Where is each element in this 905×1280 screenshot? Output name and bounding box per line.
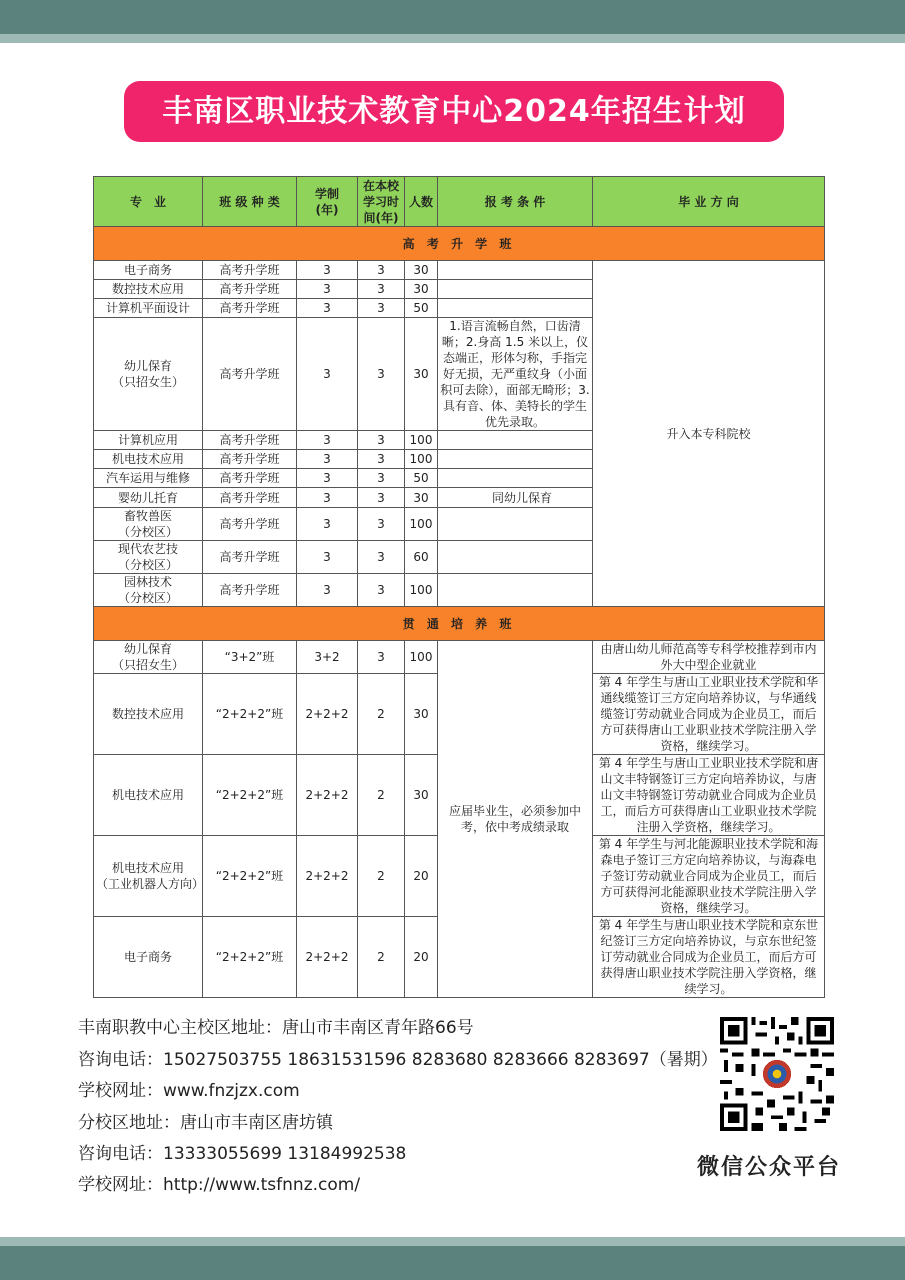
count-cell: 30: [405, 674, 438, 755]
count-cell: 100: [405, 450, 438, 469]
count-cell: 100: [405, 641, 438, 674]
count-cell: 60: [405, 541, 438, 574]
study-cell: 3: [358, 280, 405, 299]
study-cell: 2: [358, 917, 405, 998]
destination-cell: 第 4 年学生与河北能源职业技术学院和海森电子签订三方定向培养协议，与海森电子签订劳动就业合同成为企业员工，而后方可获得河北能源职业技术学院注册入学资格，继续学习。: [593, 836, 825, 917]
main-campus-website[interactable]: 学校网址：www.fnzjzx.com: [78, 1081, 300, 1101]
years-cell: 3: [297, 431, 358, 450]
years-cell: 3+2: [297, 641, 358, 674]
major-cell: 计算机平面设计: [94, 299, 203, 318]
page-title: 丰南区职业技术教育中心2024年招生计划: [124, 81, 784, 142]
study-cell: 3: [358, 488, 405, 508]
requirement-cell: 应届毕业生，必须参加中考，依中考成绩录取: [438, 641, 593, 998]
study-cell: 2: [358, 755, 405, 836]
major-cell: [94, 836, 203, 917]
requirement-cell: [438, 541, 593, 574]
count-cell: 50: [405, 469, 438, 488]
years-cell: 3: [297, 469, 358, 488]
study-cell: 3: [358, 574, 405, 607]
main-campus-phone: 咨询电话：15027503755 18631531596 8283680 8283666 8283697（暑期）: [78, 1050, 718, 1070]
count-cell: 20: [405, 917, 438, 998]
table-row: [94, 261, 825, 280]
years-cell: 3: [297, 299, 358, 318]
major-cell: 机电技术应用: [94, 450, 203, 469]
class-cell: 高考升学班: [203, 541, 297, 574]
section-row: [94, 227, 825, 261]
qr-code-icon[interactable]: [720, 1017, 834, 1131]
count-cell: 30: [405, 280, 438, 299]
major-text: 机电技术应用 （工业机器人方向）: [96, 861, 205, 891]
requirement-cell: [438, 469, 593, 488]
major-cell: 电子商务: [94, 261, 203, 280]
count-cell: 30: [405, 755, 438, 836]
bottom-band-light: [0, 1237, 905, 1246]
header-duration: 学制 (年): [297, 177, 358, 227]
major-cell: [94, 508, 203, 541]
main-campus-address: 丰南职教中心主校区地址：唐山市丰南区青年路66号: [78, 1018, 474, 1038]
header-count: 人数: [405, 177, 438, 227]
class-cell: 高考升学班: [203, 261, 297, 280]
major-text: 园林技术 （分校区）: [117, 575, 178, 605]
class-cell: 高考升学班: [203, 299, 297, 318]
class-cell: 高考升学班: [203, 469, 297, 488]
count-cell: 50: [405, 299, 438, 318]
branch-campus-address: 分校区地址：唐山市丰南区唐坊镇: [78, 1113, 333, 1133]
major-cell: 机电技术应用: [94, 755, 203, 836]
count-cell: 30: [405, 488, 438, 508]
major-cell: [94, 318, 203, 431]
study-cell: 3: [358, 469, 405, 488]
section-row: [94, 607, 825, 641]
branch-campus-phone: 咨询电话：13333055699 13184992538: [78, 1144, 407, 1164]
class-cell: “2+2+2”班: [203, 674, 297, 755]
major-cell: 计算机应用: [94, 431, 203, 450]
top-band: [0, 0, 905, 34]
major-cell: 数控技术应用: [94, 674, 203, 755]
class-cell: “2+2+2”班: [203, 836, 297, 917]
class-cell: 高考升学班: [203, 450, 297, 469]
years-cell: 3: [297, 508, 358, 541]
requirement-cell: [438, 299, 593, 318]
major-text: 幼儿保育 （只招女生）: [111, 642, 184, 672]
class-cell: “2+2+2”班: [203, 755, 297, 836]
class-cell: “2+2+2”班: [203, 917, 297, 998]
major-cell: [94, 574, 203, 607]
requirement-cell: 1.语言流畅自然，口齿清晰；2.身高 1.5 米以上，仪态端正，形体匀称，手指完好无损，无严重纹身（小面积可去除），面部无畸形；3.具有音、体、美特长的学生优先录取。: [438, 318, 593, 431]
header-class-type: 班 级 种 类: [203, 177, 297, 227]
years-cell: 3: [297, 488, 358, 508]
destination-cell: 升入本专科院校: [593, 261, 825, 607]
count-cell: 100: [405, 508, 438, 541]
years-cell: 2+2+2: [297, 755, 358, 836]
table-header-row: [94, 177, 825, 227]
major-cell: 汽车运用与维修: [94, 469, 203, 488]
study-cell: 3: [358, 299, 405, 318]
study-cell: 3: [358, 318, 405, 431]
count-cell: 30: [405, 261, 438, 280]
years-cell: 2+2+2: [297, 674, 358, 755]
count-cell: 100: [405, 574, 438, 607]
years-cell: 3: [297, 541, 358, 574]
major-text: 畜牧兽医 （分校区）: [117, 509, 178, 539]
class-cell: 高考升学班: [203, 431, 297, 450]
major-cell: 电子商务: [94, 917, 203, 998]
years-cell: 2+2+2: [297, 917, 358, 998]
destination-cell: 第 4 年学生与唐山工业职业技术学院和华通线缆签订三方定向培养协议，与华通线缆签订劳动就业合同成为企业员工，而后方可获得唐山工业职业技术学院注册入学资格，继续学习。: [593, 674, 825, 755]
header-major: 专 业: [94, 177, 203, 227]
major-cell: [94, 541, 203, 574]
requirement-cell: [438, 280, 593, 299]
years-cell: 3: [297, 450, 358, 469]
requirement-cell: [438, 431, 593, 450]
count-cell: 30: [405, 318, 438, 431]
study-cell: 3: [358, 641, 405, 674]
destination-cell: 第 4 年学生与唐山工业职业技术学院和唐山文丰特钢签订三方定向培养协议，与唐山文丰特钢签订劳动就业合同成为企业员工，而后方可获得唐山工业职业技术学院注册入学资格，继续学习。: [593, 755, 825, 836]
branch-campus-website[interactable]: 学校网址：http://www.tsfnnz.com/: [78, 1175, 361, 1195]
major-cell: 数控技术应用: [94, 280, 203, 299]
study-cell: 3: [358, 541, 405, 574]
study-cell: 3: [358, 261, 405, 280]
count-cell: 100: [405, 431, 438, 450]
enrollment-table: [93, 176, 825, 998]
years-cell: 3: [297, 261, 358, 280]
class-cell: 高考升学班: [203, 488, 297, 508]
study-cell: 3: [358, 450, 405, 469]
class-cell: 高考升学班: [203, 574, 297, 607]
header-destination: 毕 业 方 向: [593, 177, 825, 227]
years-cell: 3: [297, 280, 358, 299]
years-cell: 2+2+2: [297, 836, 358, 917]
study-cell: 3: [358, 431, 405, 450]
section-label: 贯 通 培 养 班: [94, 607, 825, 641]
wechat-platform-label: 微信公众平台: [697, 1155, 842, 1180]
study-cell: 3: [358, 508, 405, 541]
class-cell: 高考升学班: [203, 318, 297, 431]
years-cell: 3: [297, 574, 358, 607]
major-cell: 婴幼儿托育: [94, 488, 203, 508]
major-text: 现代农艺技 （分校区）: [117, 542, 178, 572]
requirement-cell: [438, 508, 593, 541]
requirement-cell: [438, 261, 593, 280]
destination-cell: 第 4 年学生与唐山职业技术学院和京东世纪签订三方定向培养协议，与京东世纪签订劳动就业合同成为企业员工，而后方可获得唐山职业技术学院注册入学资格，继续学习。: [593, 917, 825, 998]
major-cell: [94, 641, 203, 674]
major-text: 幼儿保育 （只招女生）: [111, 359, 184, 389]
bottom-band: [0, 1246, 905, 1280]
count-cell: 20: [405, 836, 438, 917]
requirement-cell: [438, 574, 593, 607]
class-cell: 高考升学班: [203, 508, 297, 541]
top-band-light: [0, 34, 905, 43]
class-cell: “3+2”班: [203, 641, 297, 674]
header-study-time: 在本校 学习时 间(年): [358, 177, 405, 227]
class-cell: 高考升学班: [203, 280, 297, 299]
years-cell: 3: [297, 318, 358, 431]
requirement-cell: [438, 450, 593, 469]
study-cell: 2: [358, 674, 405, 755]
table-row: [94, 641, 825, 674]
study-cell: 2: [358, 836, 405, 917]
section-label: 高 考 升 学 班: [94, 227, 825, 261]
destination-cell: 由唐山幼儿师范高等专科学校推荐到市内外大中型企业就业: [593, 641, 825, 674]
requirement-cell: 同幼儿保育: [438, 488, 593, 508]
header-requirements: 报 考 条 件: [438, 177, 593, 227]
